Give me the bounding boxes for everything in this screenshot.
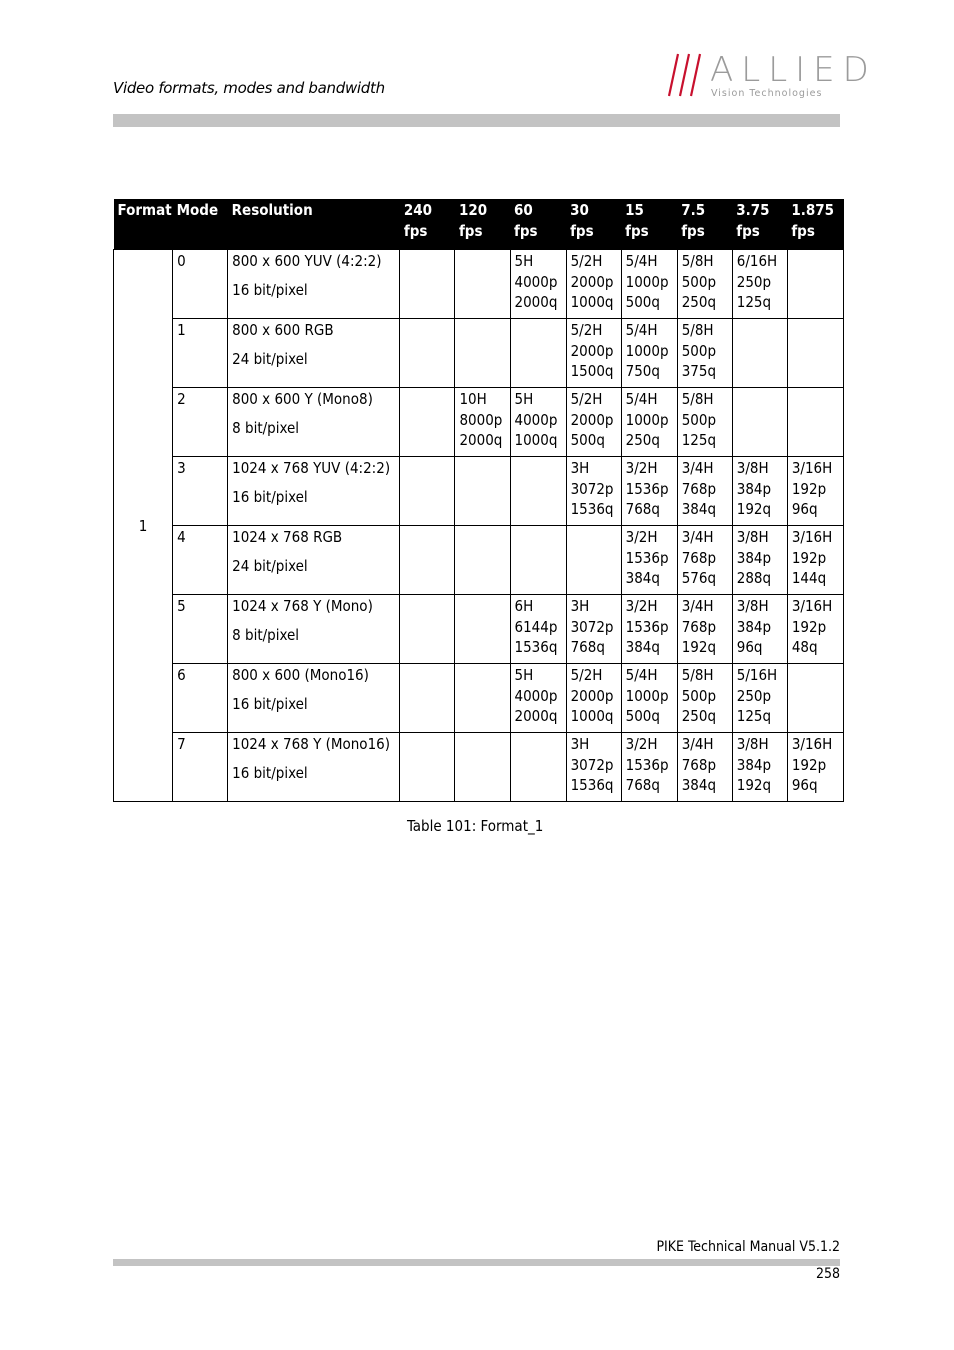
- bandwidth-cell: [400, 250, 455, 319]
- bandwidth-cell: 5/4H 1000p 250q: [621, 388, 677, 457]
- column-header: 15 fps: [621, 199, 677, 250]
- bandwidth-cell: [510, 457, 566, 526]
- column-header: 60 fps: [510, 199, 566, 250]
- bandwidth-cell: [732, 388, 787, 457]
- column-header: Format: [114, 199, 173, 250]
- bit-depth-label: 8 bit/pixel: [232, 625, 300, 644]
- resolution-label: 800 x 600 Y (Mono8): [232, 390, 373, 408]
- bandwidth-cell: [455, 319, 510, 388]
- bandwidth-cell: [787, 388, 843, 457]
- bandwidth-cell: [510, 526, 566, 595]
- mode-cell: 3: [173, 457, 228, 526]
- table-row: [114, 457, 844, 526]
- bandwidth-cell: 3/16H 192p 96q: [787, 457, 843, 526]
- bandwidth-cell: 5/2H 2000p 1500q: [566, 319, 621, 388]
- bandwidth-cell: 5H 4000p 1000q: [510, 388, 566, 457]
- column-header: 240 fps: [400, 199, 455, 250]
- column-header: 120 fps: [455, 199, 510, 250]
- bandwidth-cell: [510, 733, 566, 802]
- logo-tagline: Vision Technologies: [711, 88, 823, 99]
- bandwidth-cell: 5/4H 1000p 750q: [621, 319, 677, 388]
- bandwidth-cell: 3/2H 1536p 384q: [621, 595, 677, 664]
- mode-cell: 0: [173, 250, 228, 319]
- format-cell: 1: [114, 250, 173, 802]
- bandwidth-cell: 3/2H 1536p 768q: [621, 457, 677, 526]
- column-header: 7.5 fps: [677, 199, 732, 250]
- bandwidth-cell: [400, 733, 455, 802]
- bandwidth-cell: [787, 664, 843, 733]
- bandwidth-cell: [787, 319, 843, 388]
- bandwidth-cell: 5/2H 2000p 1000q: [566, 664, 621, 733]
- resolution-cell: [228, 733, 400, 802]
- bandwidth-cell: [400, 664, 455, 733]
- resolution-label: 1024 x 768 RGB: [232, 528, 343, 546]
- resolution-cell: [228, 595, 400, 664]
- resolution-label: 800 x 600 RGB: [232, 321, 334, 339]
- mode-cell: 2: [173, 388, 228, 457]
- bandwidth-cell: 5/8H 500p 250q: [677, 664, 732, 733]
- bandwidth-cell: 5/8H 500p 125q: [677, 388, 732, 457]
- resolution-cell: [228, 457, 400, 526]
- bit-depth-label: 16 bit/pixel: [232, 694, 308, 713]
- bandwidth-cell: 3/8H 384p 192q: [732, 457, 787, 526]
- column-header: Mode: [173, 199, 228, 250]
- bandwidth-cell: 5/8H 500p 375q: [677, 319, 732, 388]
- bandwidth-cell: 3H 3072p 1536q: [566, 733, 621, 802]
- column-header: 1.875 fps: [787, 199, 843, 250]
- resolution-label: 800 x 600 YUV (4:2:2): [232, 252, 382, 270]
- mode-cell: 5: [173, 595, 228, 664]
- bandwidth-cell: [732, 319, 787, 388]
- resolution-cell: [228, 250, 400, 319]
- bandwidth-cell: 6/16H 250p 125q: [732, 250, 787, 319]
- bit-depth-label: 16 bit/pixel: [232, 280, 308, 299]
- bandwidth-cell: 3/2H 1536p 384q: [621, 526, 677, 595]
- table-row: [114, 526, 844, 595]
- bandwidth-cell: 10H 8000p 2000q: [455, 388, 510, 457]
- table-caption: Table 101: Format_1: [407, 817, 544, 835]
- resolution-label: 1024 x 768 Y (Mono): [232, 597, 373, 615]
- mode-cell: 1: [173, 319, 228, 388]
- bandwidth-cell: 3/4H 768p 192q: [677, 595, 732, 664]
- bandwidth-cell: 3/16H 192p 96q: [787, 733, 843, 802]
- bandwidth-cell: [400, 388, 455, 457]
- bandwidth-cell: 3H 3072p 1536q: [566, 457, 621, 526]
- table-body: [114, 250, 844, 802]
- mode-cell: 4: [173, 526, 228, 595]
- bandwidth-cell: 3/4H 768p 576q: [677, 526, 732, 595]
- bandwidth-cell: 5/4H 1000p 500q: [621, 664, 677, 733]
- bandwidth-cell: [400, 319, 455, 388]
- table-row: [114, 319, 844, 388]
- bandwidth-cell: [455, 457, 510, 526]
- bandwidth-cell: 3/8H 384p 192q: [732, 733, 787, 802]
- header-title: Video formats, modes and bandwidth: [113, 79, 385, 97]
- logo-wordmark: ALLIED: [710, 50, 877, 90]
- resolution-cell: [228, 526, 400, 595]
- bandwidth-cell: 3/8H 384p 288q: [732, 526, 787, 595]
- bandwidth-cell: 3/4H 768p 384q: [677, 733, 732, 802]
- bandwidth-cell: [787, 250, 843, 319]
- bit-depth-label: 24 bit/pixel: [232, 556, 308, 575]
- mode-cell: 6: [173, 664, 228, 733]
- page-number: 258: [815, 1266, 840, 1282]
- table-row: [114, 664, 844, 733]
- table-header-row: [114, 199, 844, 250]
- bandwidth-cell: 3/8H 384p 96q: [732, 595, 787, 664]
- bandwidth-cell: 5H 4000p 2000q: [510, 664, 566, 733]
- bandwidth-cell: [566, 526, 621, 595]
- resolution-label: 1024 x 768 YUV (4:2:2): [232, 459, 391, 477]
- column-header: 3.75 fps: [732, 199, 787, 250]
- logo-slashes-icon: [668, 52, 712, 98]
- bandwidth-cell: [400, 595, 455, 664]
- table-row: [114, 733, 844, 802]
- resolution-label: 1024 x 768 Y (Mono16): [232, 735, 390, 753]
- bandwidth-cell: [455, 664, 510, 733]
- bit-depth-label: 24 bit/pixel: [232, 349, 308, 368]
- bit-depth-label: 16 bit/pixel: [232, 763, 308, 782]
- mode-cell: 7: [173, 733, 228, 802]
- bandwidth-cell: 3/16H 192p 144q: [787, 526, 843, 595]
- bandwidth-cell: [510, 319, 566, 388]
- bit-depth-label: 16 bit/pixel: [232, 487, 308, 506]
- table-row: [114, 250, 844, 319]
- footer-rule: [113, 1259, 840, 1266]
- allied-logo: [668, 50, 877, 104]
- bandwidth-cell: [455, 250, 510, 319]
- resolution-cell: [228, 664, 400, 733]
- bandwidth-cell: 5/2H 2000p 1000q: [566, 250, 621, 319]
- bandwidth-cell: 5/2H 2000p 500q: [566, 388, 621, 457]
- bandwidth-cell: [455, 595, 510, 664]
- bandwidth-cell: [400, 526, 455, 595]
- resolution-cell: [228, 319, 400, 388]
- bandwidth-cell: 6H 6144p 1536q: [510, 595, 566, 664]
- bandwidth-cell: [455, 733, 510, 802]
- header-rule: [113, 114, 840, 127]
- bandwidth-cell: 5/8H 500p 250q: [677, 250, 732, 319]
- bandwidth-cell: 5H 4000p 2000q: [510, 250, 566, 319]
- bandwidth-cell: 3H 3072p 768q: [566, 595, 621, 664]
- resolution-cell: [228, 388, 400, 457]
- bandwidth-cell: 3/2H 1536p 768q: [621, 733, 677, 802]
- bandwidth-cell: 3/16H 192p 48q: [787, 595, 843, 664]
- bandwidth-cell: [400, 457, 455, 526]
- bandwidth-cell: [455, 526, 510, 595]
- bandwidth-cell: 5/16H 250p 125q: [732, 664, 787, 733]
- bandwidth-cell: 5/4H 1000p 500q: [621, 250, 677, 319]
- format-table: [113, 199, 844, 802]
- bandwidth-cell: 3/4H 768p 384q: [677, 457, 732, 526]
- column-header: 30 fps: [566, 199, 621, 250]
- bit-depth-label: 8 bit/pixel: [232, 418, 300, 437]
- table-row: [114, 595, 844, 664]
- resolution-label: 800 x 600 (Mono16): [232, 666, 369, 684]
- table-row: [114, 388, 844, 457]
- footer-manual-title: PIKE Technical Manual V5.1.2: [656, 1239, 840, 1255]
- column-header: Resolution: [228, 199, 400, 250]
